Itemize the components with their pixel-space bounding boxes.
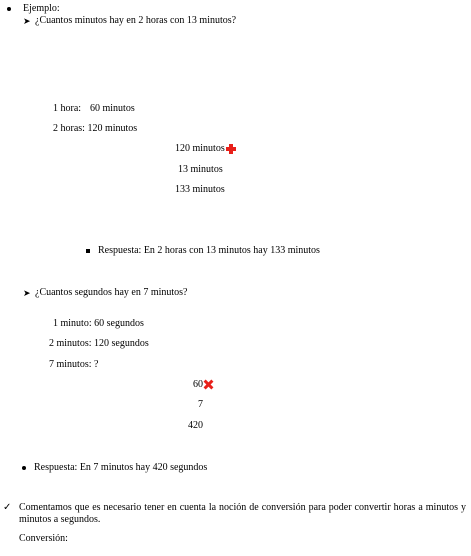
bullet-icon	[22, 466, 26, 470]
hour-1-value: 60 minutos	[90, 103, 135, 114]
mul-line-2: 7	[198, 399, 203, 410]
minute-1-line: 1 minuto: 60 segundos	[53, 318, 144, 329]
check-bullet-icon: ✓	[3, 502, 12, 513]
bullet-icon	[7, 7, 11, 11]
arrow-bullet-icon: ➤	[23, 16, 31, 26]
conversion-heading: Conversión:	[19, 533, 68, 544]
sum-line-2: 13 minutos	[178, 164, 223, 175]
minute-2-line: 2 minutos: 120 segundos	[49, 338, 149, 349]
question-1: ¿Cuantos minutos hay en 2 horas con 13 minutos?	[35, 15, 237, 26]
hour-1-label: 1 hora:	[53, 103, 82, 114]
mul-line-3: 420	[188, 420, 203, 431]
times-icon	[204, 380, 213, 389]
mul-line-1: 60	[193, 379, 203, 390]
answer-1: Respuesta: En 2 horas con 13 minutos hay 133 minutos	[98, 245, 320, 256]
example-heading: Ejemplo:	[23, 3, 60, 14]
hour-2-line: 2 horas: 120 minutos	[53, 123, 138, 134]
sum-line-3: 133 minutos	[175, 184, 225, 195]
comment-paragraph: Comentamos que es necesario tener en cuenta la noción de conversión para poder convertir horas a minutos y minutos a segundos.	[19, 502, 466, 525]
arrow-bullet-icon: ➤	[23, 288, 31, 298]
sum-line-1: 120 minutos	[175, 143, 225, 154]
answer-2: Respuesta: En 7 minutos hay 420 segundos	[34, 462, 208, 473]
square-bullet-icon	[86, 249, 90, 253]
question-2: ¿Cuantos segundos hay en 7 minutos?	[35, 287, 188, 298]
minute-7-line: 7 minutos: ?	[49, 359, 99, 370]
plus-icon	[226, 144, 236, 154]
